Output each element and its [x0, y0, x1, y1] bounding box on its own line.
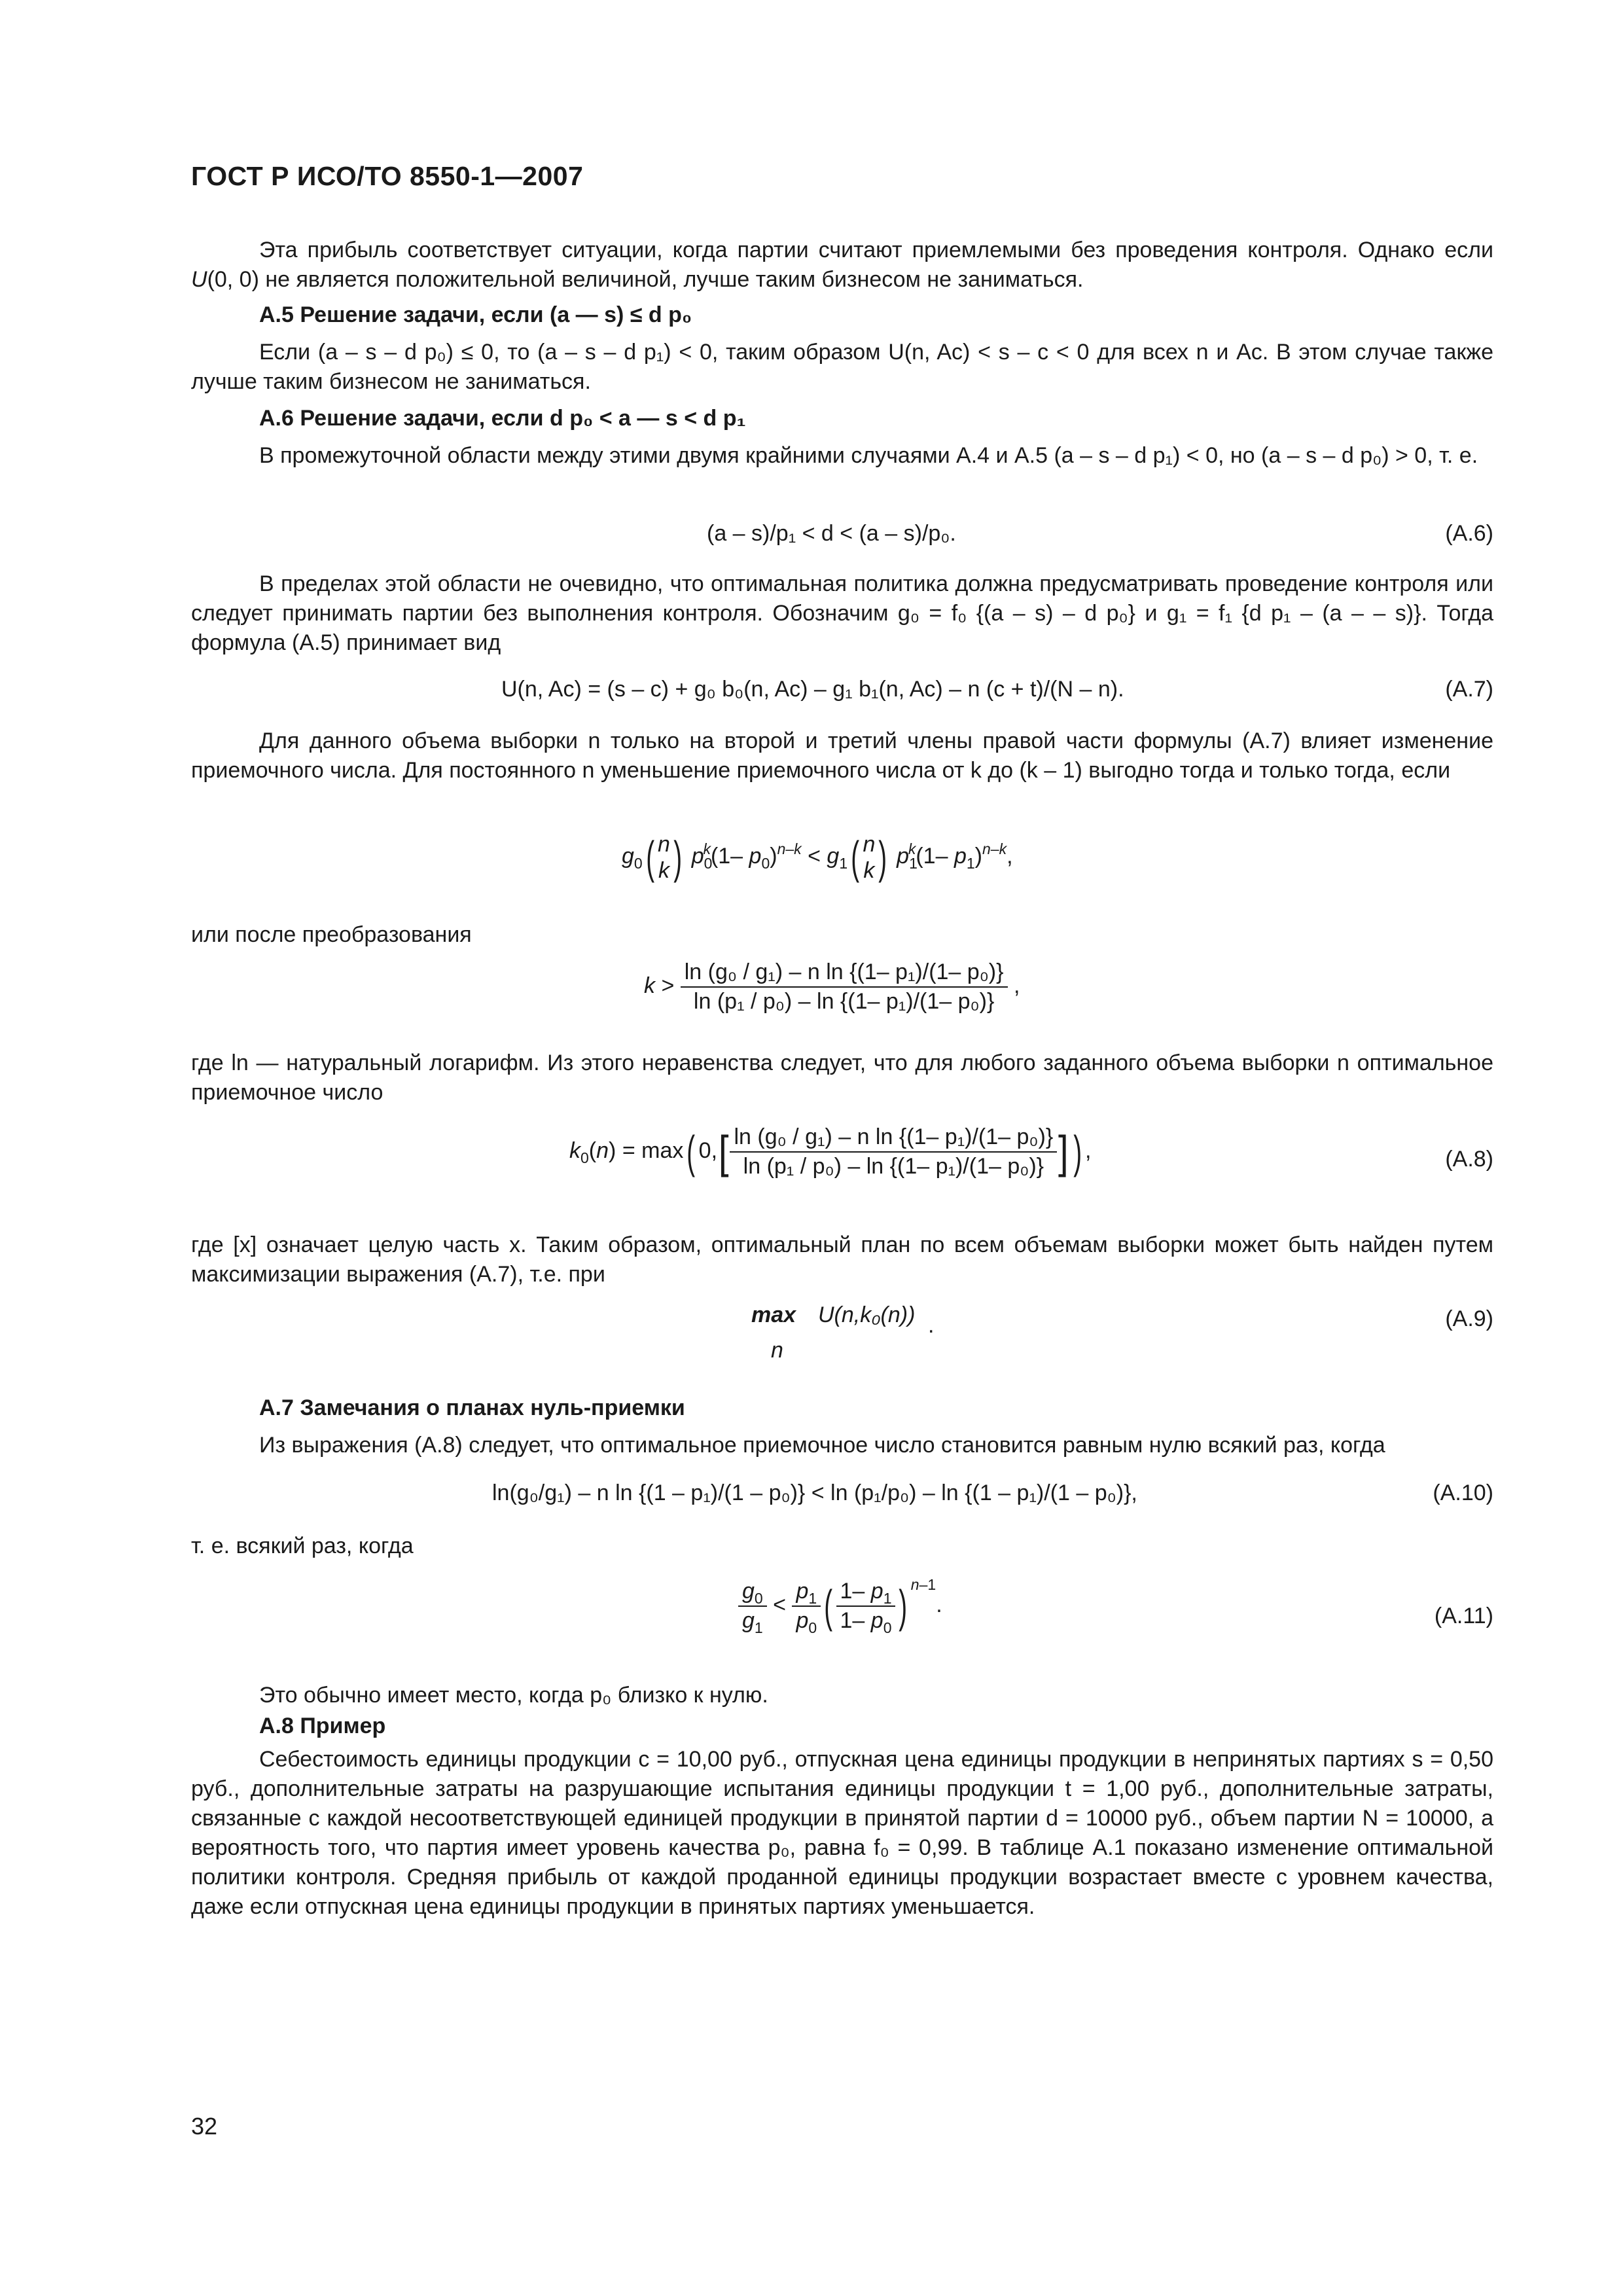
paragraph-a5: Если (a – s – d p₀) ≤ 0, то (a – s – d p₁) < 0, таким образом U(n, Ac) < s – c < 0 для всех n и Ac. В этом случае также лучше таким бизнесом не заниматься. — [191, 340, 1493, 394]
equation-a11-number: (A.11) — [1434, 1604, 1493, 1628]
equation-a9-expression: U(n,k₀(n)) — [818, 1302, 916, 1327]
paragraph-transform: или после преобразования — [191, 922, 472, 947]
paragraph-integer-part: где [x] означает целую часть x. Таким образом, оптимальный план по всем объемам выборки может быть найден путем максимизации выражения (A.7), т.е. при — [191, 1232, 1493, 1287]
equation-a9-subscript: n — [771, 1338, 783, 1363]
k0-denominator: ln (p₁ / p₀) – ln {(1– p₁)/(1– p₀)} — [743, 1154, 1044, 1179]
equation-a9-period: . — [928, 1313, 935, 1338]
heading-a6: А.6 Решение задачи, если d p₀ < a — s < d p₁ — [259, 406, 746, 431]
equation-a10-number: (A.10) — [1433, 1480, 1493, 1505]
equation-a6: (a – s)/p₁ < d < (a – s)/p₀. — [707, 521, 956, 546]
inequality-k: k > $\frac{\text{ln (g₀ / g₁) – n ln \{(1– p₁)/(1– p₀)\}}}{\text{ln (p₁ / p₀) – ln \{(1– p₁)/(1– p₀)\}}}$ , — [644, 960, 1020, 1014]
paragraph-example: Себестоимость единицы продукции c = 10,00 руб., отпускная цена единицы продукции в непринятых партиях s = 0,50 руб., дополнительные затраты на разрушающие испытания единицы продукции t = 1,00 руб., дополнительные затраты, связанные с каждой несоответствующей единицей продукции в принятой партии d = 10000 руб., объем партии N = 10000, а вероятность того, что партия имеет уровень качества p₀, равна f₀ = 0,99. В таблице А.1 показано изменение оптимальной политики контроля. Средняя прибыль от каждой проданной единицы продукции возрастает вместе с уровнем качества, даже если отпускная цена единицы продукции в принятых партиях уменьшается. — [191, 1747, 1493, 1919]
paragraph-whenever: т. е. всякий раз, когда — [191, 1534, 414, 1558]
equation-a7-number: (A.7) — [1445, 677, 1493, 702]
equation-a8-number: (A.8) — [1445, 1147, 1493, 1172]
k-numerator: ln (g₀ / g₁) – n ln {(1– p₁)/(1– p₀)} — [681, 960, 1008, 988]
equation-a6-number: (A.6) — [1445, 521, 1493, 546]
heading-a8: А.8 Пример — [259, 1713, 386, 1738]
equation-a8: $k_0(n) = \max$( 0,[ $\frac{\text{ln (g₀ / g₁) – n ln \{(1– p₁)/(1– p₀)\}}}{\text{ln (p₁ / p₀) – ln \{(1– p₁)/(1– p₀)\}}}$ ] ) , — [569, 1124, 1092, 1179]
equation-a10: ln(g₀/g₁) – n ln {(1 – p₁)/(1 – p₀)} < ln (p₁/p₀) – ln {(1 – p₁)/(1 – p₀)}, — [492, 1480, 1137, 1505]
inequality-binomial: $g_0$( n k ) $p_0^k(1-$ $p_0)^{n-k} < g_1$( n k ) $p_1^k(1-$ $p_1)^{n-k}$, — [622, 832, 1013, 883]
paragraph-policy: В пределах этой области не очевидно, что оптимальная политика должна предусматривать проведение контроля или следует принимать партии без выполнения контроля. Обозначим g₀ = f₀ {(a – s) – d p₀} и g₁ = f₁ {d p₁ – (a – – s)}. Тогда формула (A.5) принимает вид — [191, 571, 1493, 655]
equation-a9-max: max — [751, 1302, 796, 1327]
equation-a7: U(n, Ac) = (s – c) + g₀ b₀(n, Ac) – g₁ b₁(n, Ac) – n (c + t)/(N – n). — [501, 677, 1124, 702]
equation-a9-number: (A.9) — [1445, 1306, 1493, 1331]
paragraph-a6: В промежуточной области между этими двумя крайними случаями А.4 и А.5 (a – s – d p₁) < 0, но (a – s – d p₀) > 0, т. е. — [259, 443, 1478, 468]
paragraph-profit: Эта прибыль соответствует ситуации, когда партии считают приемлемыми без проведения контроля. Однако если U(0, 0) не является положительной величиной, лучше таким бизнесом не заниматься. — [191, 238, 1493, 292]
heading-a7: А.7 Замечания о планах нуль-приемки — [259, 1395, 685, 1420]
paragraph-ln: где ln — натуральный логарифм. Из этого неравенства следует, что для любого заданного объема выборки n оптимальное приемочное число — [191, 1050, 1493, 1105]
paragraph-zero-acceptance: Из выражения (A.8) следует, что оптимальное приемочное число становится равным нулю всякий раз, когда — [259, 1433, 1385, 1458]
k-denominator: ln (p₁ / p₀) – ln {(1– p₁)/(1– p₀)} — [693, 989, 995, 1014]
equation-a11: $\frac{g_0}{g_1}$ < $\frac{p_1}{p_0}$ ( $\frac{1- p_1}{1- p_0}$ ) $^{n-1}$. — [738, 1579, 942, 1634]
heading-a5: А.5 Решение задачи, если (a — s) ≤ d p₀ — [259, 302, 692, 327]
page-number: 32 — [191, 2113, 218, 2140]
paragraph-near-zero: Это обычно имеет место, когда p₀ близко к нулю. — [259, 1683, 768, 1708]
document-header: ГОСТ Р ИСО/ТО 8550-1—2007 — [191, 161, 584, 191]
paragraph-sample-size: Для данного объема выборки n только на второй и третий члены правой части формулы (A.7) влияет изменение приемочного числа. Для постоянного n уменьшение приемочного числа от k до (k – 1) выгодно тогда и только тогда, если — [191, 728, 1493, 783]
k0-numerator: ln (g₀ / g₁) – n ln {(1– p₁)/(1– p₀)} — [730, 1124, 1057, 1153]
